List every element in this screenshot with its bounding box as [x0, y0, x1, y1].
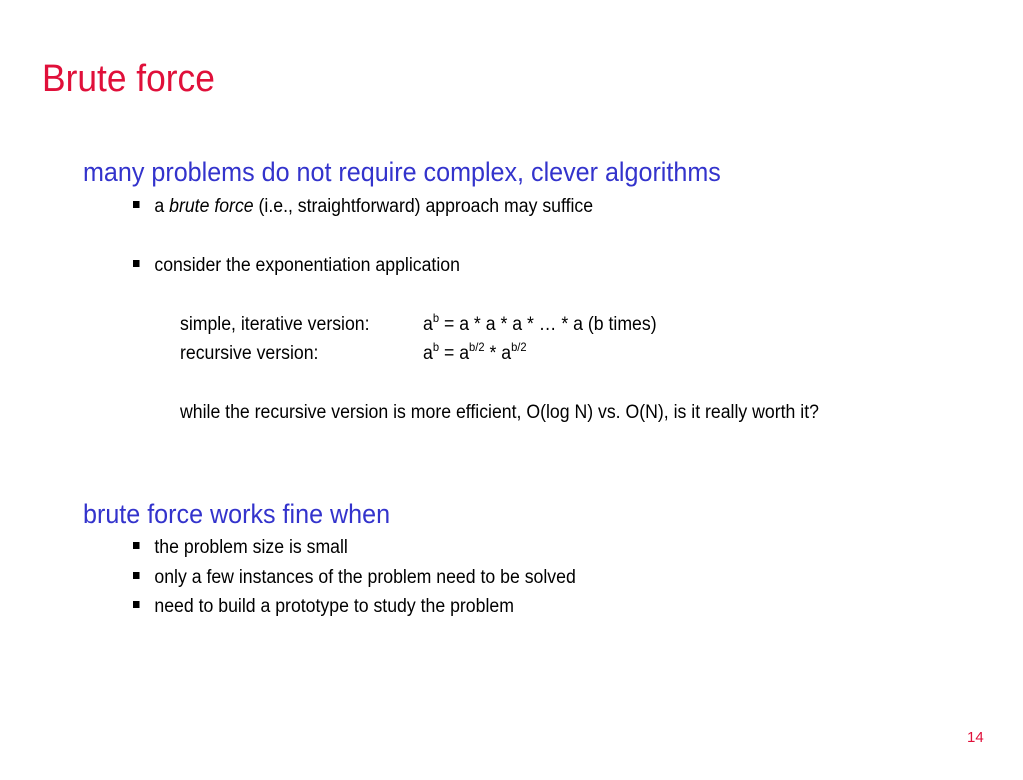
- efficiency-question: while the recursive version is more efficient, O(log N) vs. O(N), is it really worth it?: [180, 402, 819, 423]
- list-item: [133, 536, 348, 560]
- list-item: [133, 566, 576, 590]
- bullet-square-icon: [133, 572, 140, 579]
- section-heading-brute-force-works: brute force works fine when: [83, 499, 391, 529]
- recursive-formula: [423, 339, 527, 366]
- section-heading-many-problems: many problems do not require complex, clever algorithms: [83, 157, 721, 187]
- recursive-base: a: [423, 343, 433, 364]
- bullet-square-icon: [133, 542, 140, 549]
- bullet-exponentiation: [133, 254, 460, 278]
- bullet-emphasis: brute force: [169, 196, 254, 217]
- iterative-formula: [423, 310, 657, 337]
- iterative-rest: = a * a * a * … * a (b times): [439, 314, 657, 335]
- recursive-times: * a: [484, 343, 512, 364]
- bullet-square-icon: [133, 601, 140, 608]
- bullet-square-icon: [133, 260, 140, 267]
- bullet-square-icon: [133, 201, 140, 208]
- recursive-equals: = a: [439, 343, 470, 364]
- recursive-half-exponent-2: b/2: [511, 339, 527, 354]
- bullet-brute-force-suffices: [133, 195, 593, 219]
- recursive-exponent: b: [432, 339, 440, 354]
- slide-title: Brute force: [42, 58, 215, 100]
- recursive-label: recursive version:: [180, 343, 319, 364]
- bullet-prefix: a: [154, 196, 170, 217]
- list-item-text: need to build a prototype to study the problem: [154, 596, 514, 617]
- page-number: 14: [967, 729, 984, 746]
- iterative-base: a: [423, 314, 433, 335]
- iterative-exponent: b: [432, 310, 440, 325]
- list-item-text: only a few instances of the problem need to be solved: [154, 567, 576, 588]
- list-item-text: the problem size is small: [154, 537, 348, 558]
- iterative-label: simple, iterative version:: [180, 314, 370, 335]
- list-item: [133, 595, 514, 619]
- bullet-suffix: (i.e., straightforward) approach may suffice: [253, 196, 594, 217]
- recursive-half-exponent-1: b/2: [469, 339, 485, 354]
- bullet-text: consider the exponentiation application: [154, 255, 460, 276]
